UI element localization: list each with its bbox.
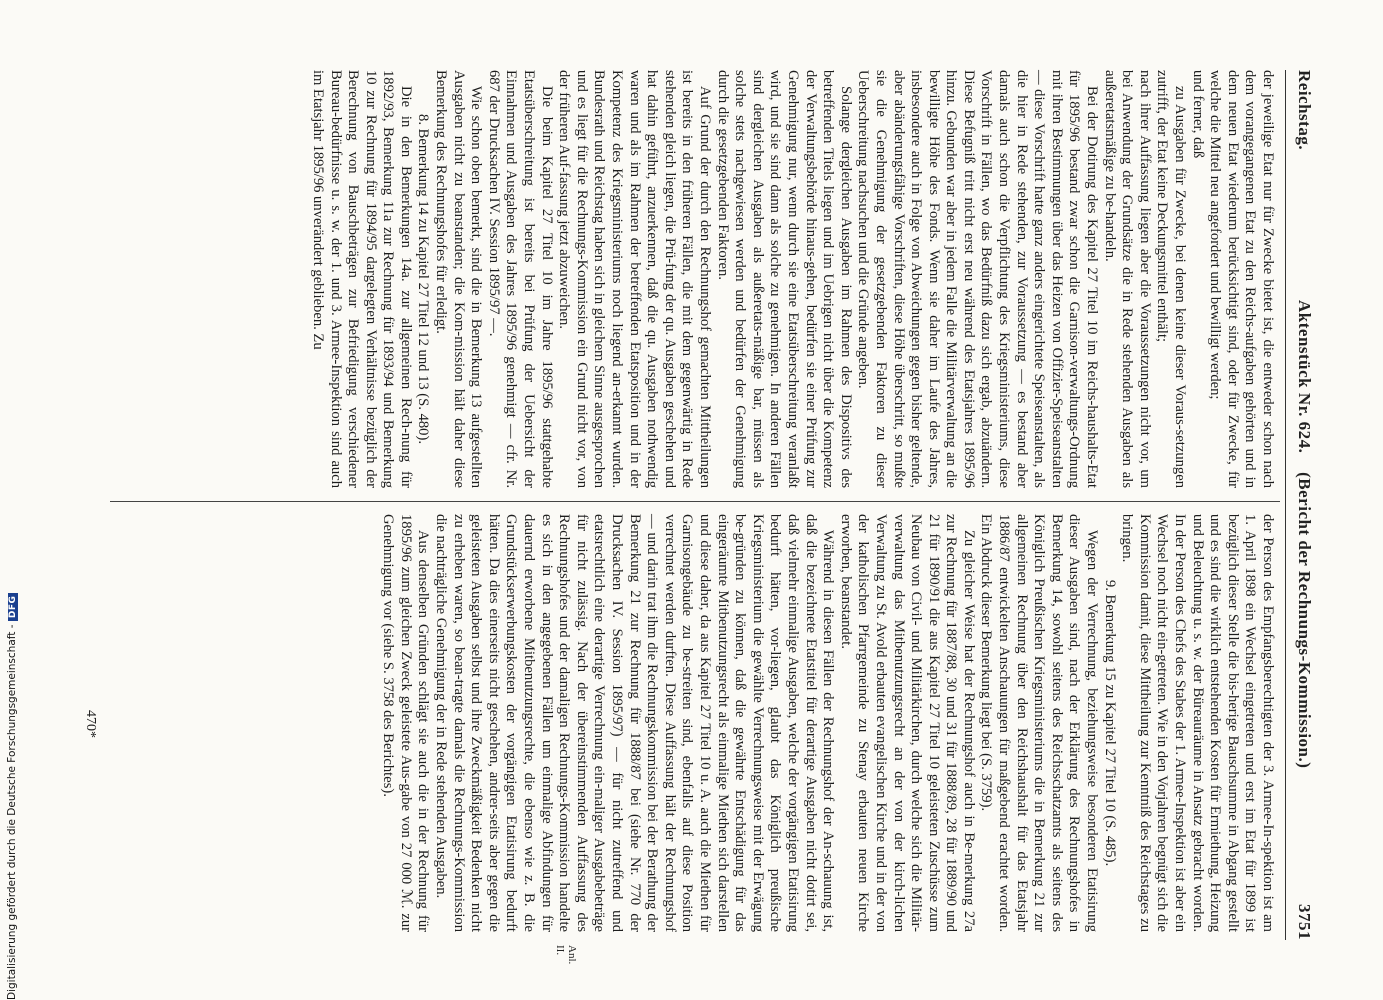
paragraph: Wie schon oben bemerkt, sind die in Bemerkung 13 aufgestellten Ausgaben nicht zu beanstanden; die Kom-mission hält daher diese Bemerkung des Rechnungshofes für erledigt. [433,70,485,488]
paragraph: Zu gleicher Weise hat der Rechnungshof auch in Be-merkung 27a zur Rechnung für 1887/88, 30 und 31 für 1888/89, 28 für 1889/90 und 21 für 1890/91 die aus Kapitel 27 Titel 10 geleisteten Zuschüsse zum Neubau von Civil- und Militärkirchen, durch welche sich die Militär-verwaltung das Mitbenutzungsrecht an der von der kirch-lichen Verwaltung zu St. Avold erbauten evangelischen Kirche und in der von der katholischen Pfarrgemeinde zu Stenay erbauten neuen Kirche erworben, beanstandet. [837,514,977,932]
digitization-credit [6,587,18,1000]
paragraph: Die beim Kapitel 27 Titel 10 im Jahre 1895/96 stattgehabte Etatsüberschreitung ist bereits bei Prüfung der Uebersicht der Einnahmen und Ausgaben des Jahres 1895/96 genehmigt — cfr. Nr. 687 der Drucksachen IV. Session 1895/97 —. [485,70,555,488]
paragraph: der jeweilige Etat nur für Zwecke bietet ist, die entweder schon nach dem vorangegangenen Etat zu den Reichs-aufgaben gehörten und in dem neuen Etat wiederum berücksichtigt sind, oder für Zwecke, für welche die Mittel neu angefordert und bewilligt werden; [1207,70,1276,488]
left-column [308,70,1276,488]
paragraph: der Person des Empfangsberechtigten der 3. Armee-In-spektion ist am 1. April 1898 ein Wechsel eingetreten und erst im Etat für 1899 ist bezüglich dieser Stelle die bis-herige Bauschsumme in Abgang gestellt und es sind die wirklich entstehenden Kosten für Ermiethung, Heizung und Beleuchtung u. s. w. der Büreauräume in Ansatz gebracht worden. In der Person des Chefs des Stabes der 1. Armee-Inspektion ist aber ein Wechsel noch nicht ein-getreten. Wie in den Vorjahren begnügt sich die Kommission damit, diese Mittheilung zur Kenntniß des Reichstages zu bringen. [1119,514,1276,932]
marginal-note: Anl. II. [554,945,578,965]
paragraph: Die in den Bemerkungen 14a. zur allgemeinen Rech-nung für 1892/93, Bemerkung 11a zur Rechnung für 1893/94 und Bemerkung 10 zur Rechnung für 1894/95 dargelegten Verhältnisse bezüglich der Berechnung von Bauschbeträgen zur Befriedigung verschiedener Bureau-bedürfnisse u. s. w. der 1. und 3. Armee-Inspektion sind auch im Etatsjahr 1895/96 unverändert geblieben. Zu [309,70,414,488]
paragraph: zu Ausgaben für Zwecke, bei denen keine dieser Voraus-setzungen zutrifft, der Etat keine Deckungsmittel enthält; [1154,70,1189,488]
header-title: Aktenstück Nr. 624. [1295,300,1314,454]
paragraph: nach ihrer Auffassung liegen aber die Voraussetzungen nicht vor, um bei Anwendung der Grundsätze die in Rede stehenden Ausgaben als außeretatsmäßige zu be-handeln. [1101,70,1153,488]
page-header [1285,70,1320,940]
rotated-page-content [80,70,1320,965]
right-column [379,514,1276,932]
column-divider [110,501,1280,502]
paragraph: Wegen der Verrechnung, beziehungsweise besonderen Etatisirung dieser Ausgaben sind, nach der Erklärung des Rechnungshofes in Bemerkung 14, sowohl seitens des Reichsschatzamts als seitens des Königlich Preußischen Kriegsministeriums die in Bemerkung 21 zur allgemeinen Rechnung über den Reichshaushalt für das Etatsjahr 1886/87 entwickelten Anschauungen für maßgebend erachtet worden. Ein Abdruck dieser Bemerkung liegt bei (S. 3759). [978,514,1101,932]
dfg-logo: DFG [8,593,18,622]
paragraph: Auf Grund der durch den Rechnungshof gemachten Mittheilungen ist bereits in den früheren Fällen, die mit dem gegenwärtig in Rede stehenden gleich liegen, die Prü-fung der qu. Ausgaben geschehen und hat dahin geführt, anzuerkennen, daß die qu. Ausgaben nothwendig waren und als im Rahmen der betreffenden Etatsposition und in der Kompetenz des Kriegsministeriums noch liegend an-erkannt wurden. Bundesrath und Reichstag haben sich in gleichem Sinne ausgesprochen und es liegt für die Rechnungs-Kommission ein Grund nicht vor, von der früheren Auf-fassung jetzt abzuweichen. [556,70,713,488]
footer-page-marker: 470* [83,710,98,738]
paragraph: Solange dergleichen Ausgaben im Rahmen des Dispositivs des betreffenden Titels liegen und im Uebrigen nicht über die Kompetenz der Verwaltungsbehörde hinaus-gehen, bedürfen sie einer Prüfung zur Genehmigung nur, wenn durch sie eine Etatsüberschreitung veranlaßt wird, und sie sind dann als solche zu genehmigen. In anderen Fällen sind dergleichen Ausgaben als außeretats-mäßige bar, müssen als solche stets nachgewiesen werden und bedürfen der Genehmigung durch die gesetzgebenden Faktoren. [714,70,854,488]
credit-text: Digitalisierung gefördert durch die Deutsche Forschungsgemeinschaft - [6,624,18,1000]
page-number: 3751 [1295,904,1314,940]
paragraph: Aus denselben Gründen schlägt sie auch die in der Rechnung für 1895/96 zum gleichen Zweck geleistete Aus-gabe von 27 000 ℳ. zur Genehmigung vor (siehe S. 3758 des Berichtes). [380,514,432,932]
paragraph: Bei der Dotirung des Kapitel 27 Titel 10 im Reichs-haushalts-Etat für 1895/96 bestand zwar schon die Garnison-verwaltungs-Ordnung mit ihren Bestimmungen über das Heizen von Offizier-Speiseanstalten — diese Vorschrift hatte ganz anders eingerichtete Speiseanstalten, als die hier in Rede stehenden, zur Voraussetzung — es bestand aber damals auch schon die Verpflichtung des Kriegsministeriums, diese Vorschrift in Fällen, wo das Bedürfniß dazu sich ergab, abzuändern. Diese Befugniß tritt nicht erst neu während des Etatsjahres 1895/96 hinzu. Gebunden war aber in jedem Falle die Militärverwaltung an die bewilligte Höhe des Fonds. Wenn sie daher im Laufe des Jahres, insbesondere auch in Folge von Abweichungen gegen bisher geltende, aber abänderungsfähige Vorschriften, diese Höhe überschritt, so mußte sie die Genehmigung der gesetzgebenden Faktoren zu dieser Ueberschreitung nachsuchen und die Gründe angeben. [855,70,1101,488]
paragraph: Während in diesen Fällen der Rechnungshof der An-schauung ist, daß die bezeichnete Etatstitel für derartige Ausgaben nicht dotirt sei, daß vielmehr einmalige Ausgaben, welche der vorgängigen Etatisirung bedurft hätten, vor-liegen, glaubt das Königlich preußische Kriegsministerium die gewählte Verrechnungsweise mit der Erwägung be-gründen zu können, daß die gewährte Entschädigung für das eingeräumte Mitbenutzungsrecht als einmalige Miethen sich darstellen und diese daher, da aus Kapitel 27 Titel 10 u. A. auch die Miethen für Garnisongebäude zu be-streiten sind, ebenfalls auf diese Position verrechnet werden durften. Diese Auffassung hält der Rechnungshof — und darin trat ihm die Rechnungskommission bei der Berathung der Bemerkung 21 zur Rechnung für 1888/87 bei (siehe Nr. 770 der Drucksachen IV. Session 1895/97) — für nicht zutreffend und etatsrechtlich eine derartige Verrechnung ein-maliger Ausgabebeträge für nicht zulässig. Nach der übereinstimmenden Auffassung des Rechnungshofes und der damaligen Rechnungs-Kommission handelte es sich in den angegebenen Fällen um einmalige Abfindungen für dauernd erworbene Mitbenutzungsrechte, die ebenso wie z. B. die Grundstückserwerbungskosten der vorgängigen Etatisirung bedurft hätten. Da dies einerseits nicht geschehen, andrer-seits aber gegen die geleisteten Ausgaben selbst und ihre Zweckmäßigkeit Bedenken nicht zu erheben waren, so bean-tragte damals die Rechnungs-Kommission die nachträgliche Genehmigung der in Rede stehenden Ausgaben. [433,514,837,932]
header-subtitle: (Bericht der Rechnungs-Kommission.) [1295,472,1314,769]
section-heading: 9. Bemerkung 15 zu Kapitel 27 Titel 10 (S. 485). [1101,579,1118,867]
header-left: Reichstag. [1295,70,1314,151]
header-center [1294,300,1314,768]
section-heading: 8. Bemerkung 14 zu Kapitel 27 Titel 12 und 13 (S. 480). [415,114,432,444]
paragraph: und ferner, daß [1189,70,1206,159]
